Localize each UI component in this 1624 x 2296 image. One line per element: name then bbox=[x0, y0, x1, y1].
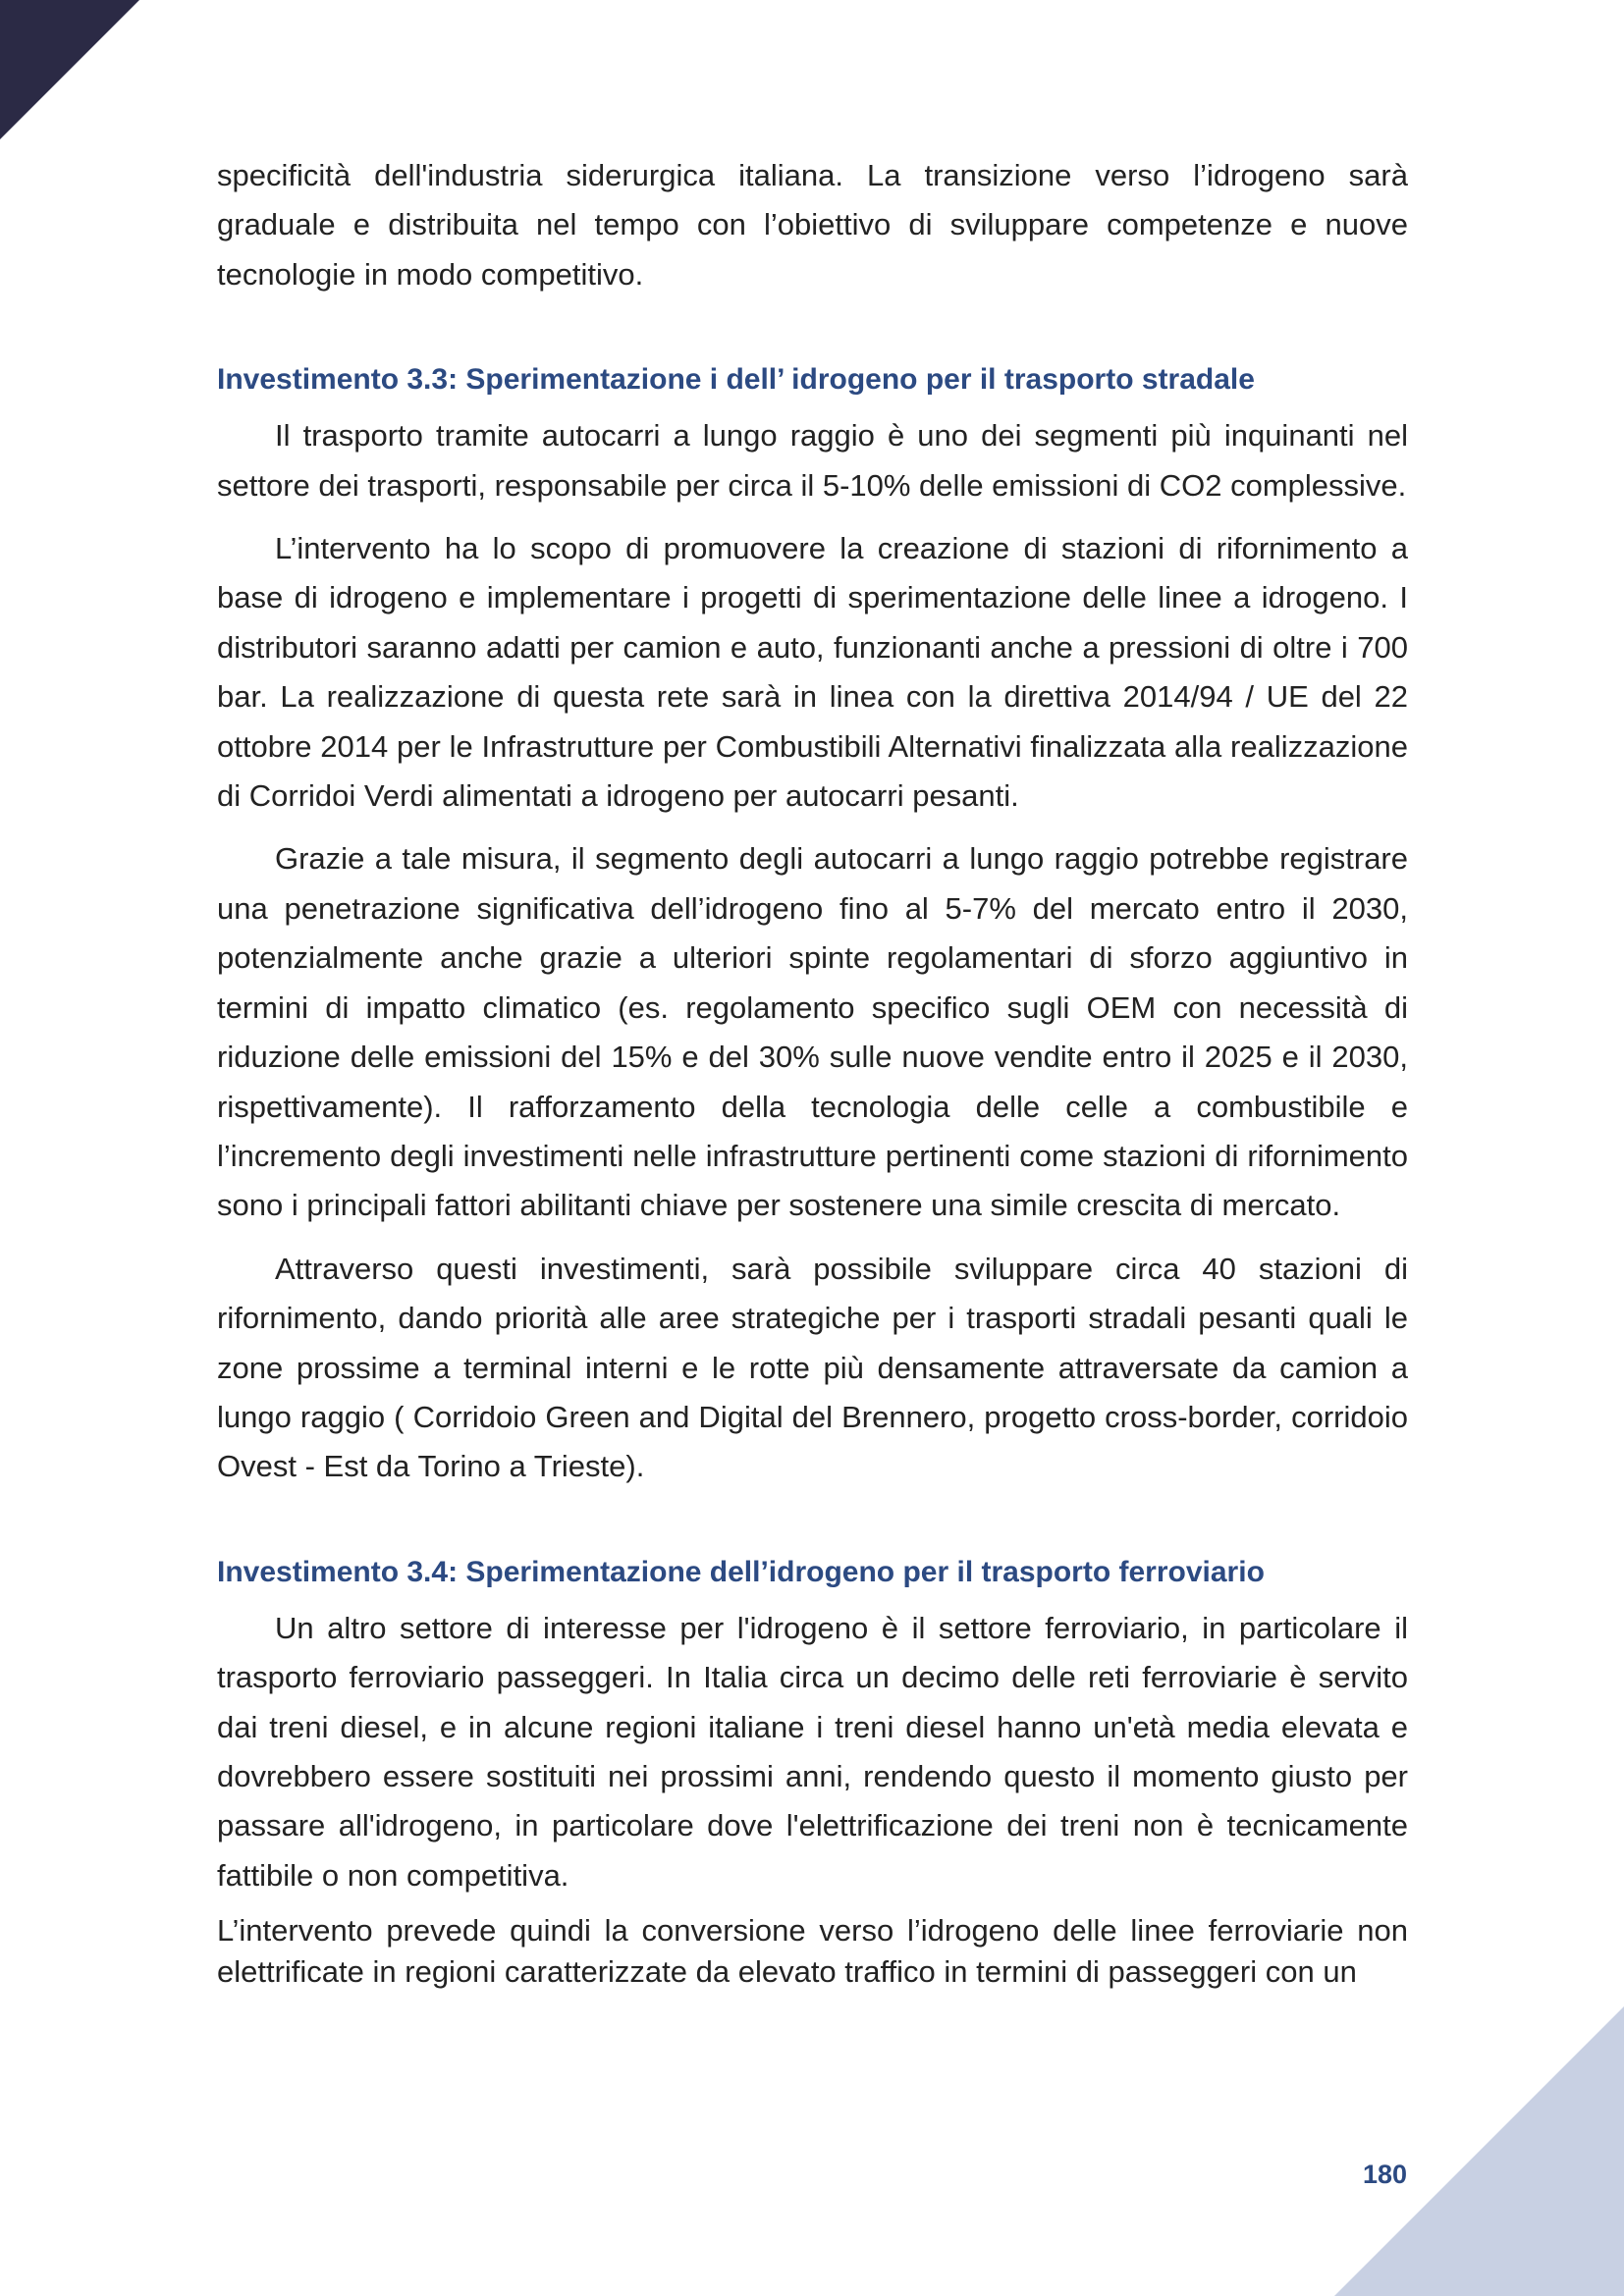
section-3-3-paragraph-1: Il trasporto tramite autocarri a lungo raggio è uno dei segmenti più inquinanti nel settore dei trasporti, responsabile per circa il 5-10% delle emissioni di CO2 complessive. bbox=[217, 418, 1408, 503]
intro-paragraph: specificità dell'industria siderurgica italiana. La transizione verso l’idrogeno sarà graduale e distribuita nel tempo con l’obiettivo di sviluppare competenze e nuove tecnologie in modo competitivo. bbox=[217, 158, 1408, 292]
page-content bbox=[217, 151, 1408, 1993]
corner-decoration-top-left bbox=[0, 0, 139, 139]
page-number: 180 bbox=[1362, 2160, 1407, 2189]
section-3-3-paragraph-4: Attraverso questi investimenti, sarà possibile sviluppare circa 40 stazioni di rifornimento, dando priorità alle aree strategiche per i trasporti stradali pesanti quali le zone prossime a terminal interni e le rotte più densamente attraversate da camion a lungo raggio ( Corridoio Green and Digital del Brennero, progetto cross-border, corridoio Ovest - Est da Torino a Trieste). bbox=[217, 1251, 1408, 1484]
section-3-3-paragraph-3: Grazie a tale misura, il segmento degli autocarri a lungo raggio potrebbe registrare una penetrazione significativa dell’idrogeno fino al 5-7% del mercato entro il 2030, potenzialmente anche grazie a ulteriori spinte regolamentari di sforzo aggiuntivo in termini di impatto climatico (es. regolamento specifico sugli OEM con necessità di riduzione delle emissioni del 15% e del 30% sulle nuove vendite entro il 2025 e il 2030, rispettivamente). Il rafforzamento della tecnologia delle celle a combustibile e l’incremento degli investimenti nelle infrastrutture pertinenti come stazioni di rifornimento sono i principali fattori abilitanti chiave per sostenere una simile crescita di mercato. bbox=[217, 841, 1408, 1223]
section-3-4-paragraph-1: Un altro settore di interesse per l'idrogeno è il settore ferroviario, in particolare il trasporto ferroviario passeggeri. In Italia circa un decimo delle reti ferroviarie è servito dai treni diesel, e in alcune regioni italiane i treni diesel hanno un'età media elevata e dovrebbero essere sostituiti nei prossimi anni, rendendo questo il momento giusto per passare all'idrogeno, in particolare dove l'elettrificazione dei treni non è tecnicamente fattibile o non competitiva. bbox=[217, 1610, 1408, 1893]
section-3-3-heading: Investimento 3.3: Sperimentazione i dell’ idrogeno per il trasporto stradale bbox=[217, 363, 1255, 397]
section-3-4-paragraph-2: L’intervento prevede quindi la conversione verso l’idrogeno delle linee ferroviarie non elettrificate in regioni caratterizzate da elevato traffico in termini di passeggeri con un bbox=[217, 1913, 1408, 1990]
section-3-3-paragraph-2: L’intervento ha lo scopo di promuovere la creazione di stazioni di rifornimento a base di idrogeno e implementare i progetti di sperimentazione delle linee a idrogeno. I distributori saranno adatti per camion e auto, funzionanti anche a pressioni di oltre i 700 bar. La realizzazione di questa rete sarà in linea con la direttiva 2014/94 / UE del 22 ottobre 2014 per le Infrastrutture per Combustibili Alternativi finalizzata alla realizzazione di Corridoi Verdi alimentati a idrogeno per autocarri pesanti. bbox=[217, 531, 1408, 814]
corner-decoration-bottom-right bbox=[1334, 2006, 1624, 2296]
section-3-4-heading: Investimento 3.4: Sperimentazione dell’idrogeno per il trasporto ferroviario bbox=[217, 1555, 1265, 1588]
